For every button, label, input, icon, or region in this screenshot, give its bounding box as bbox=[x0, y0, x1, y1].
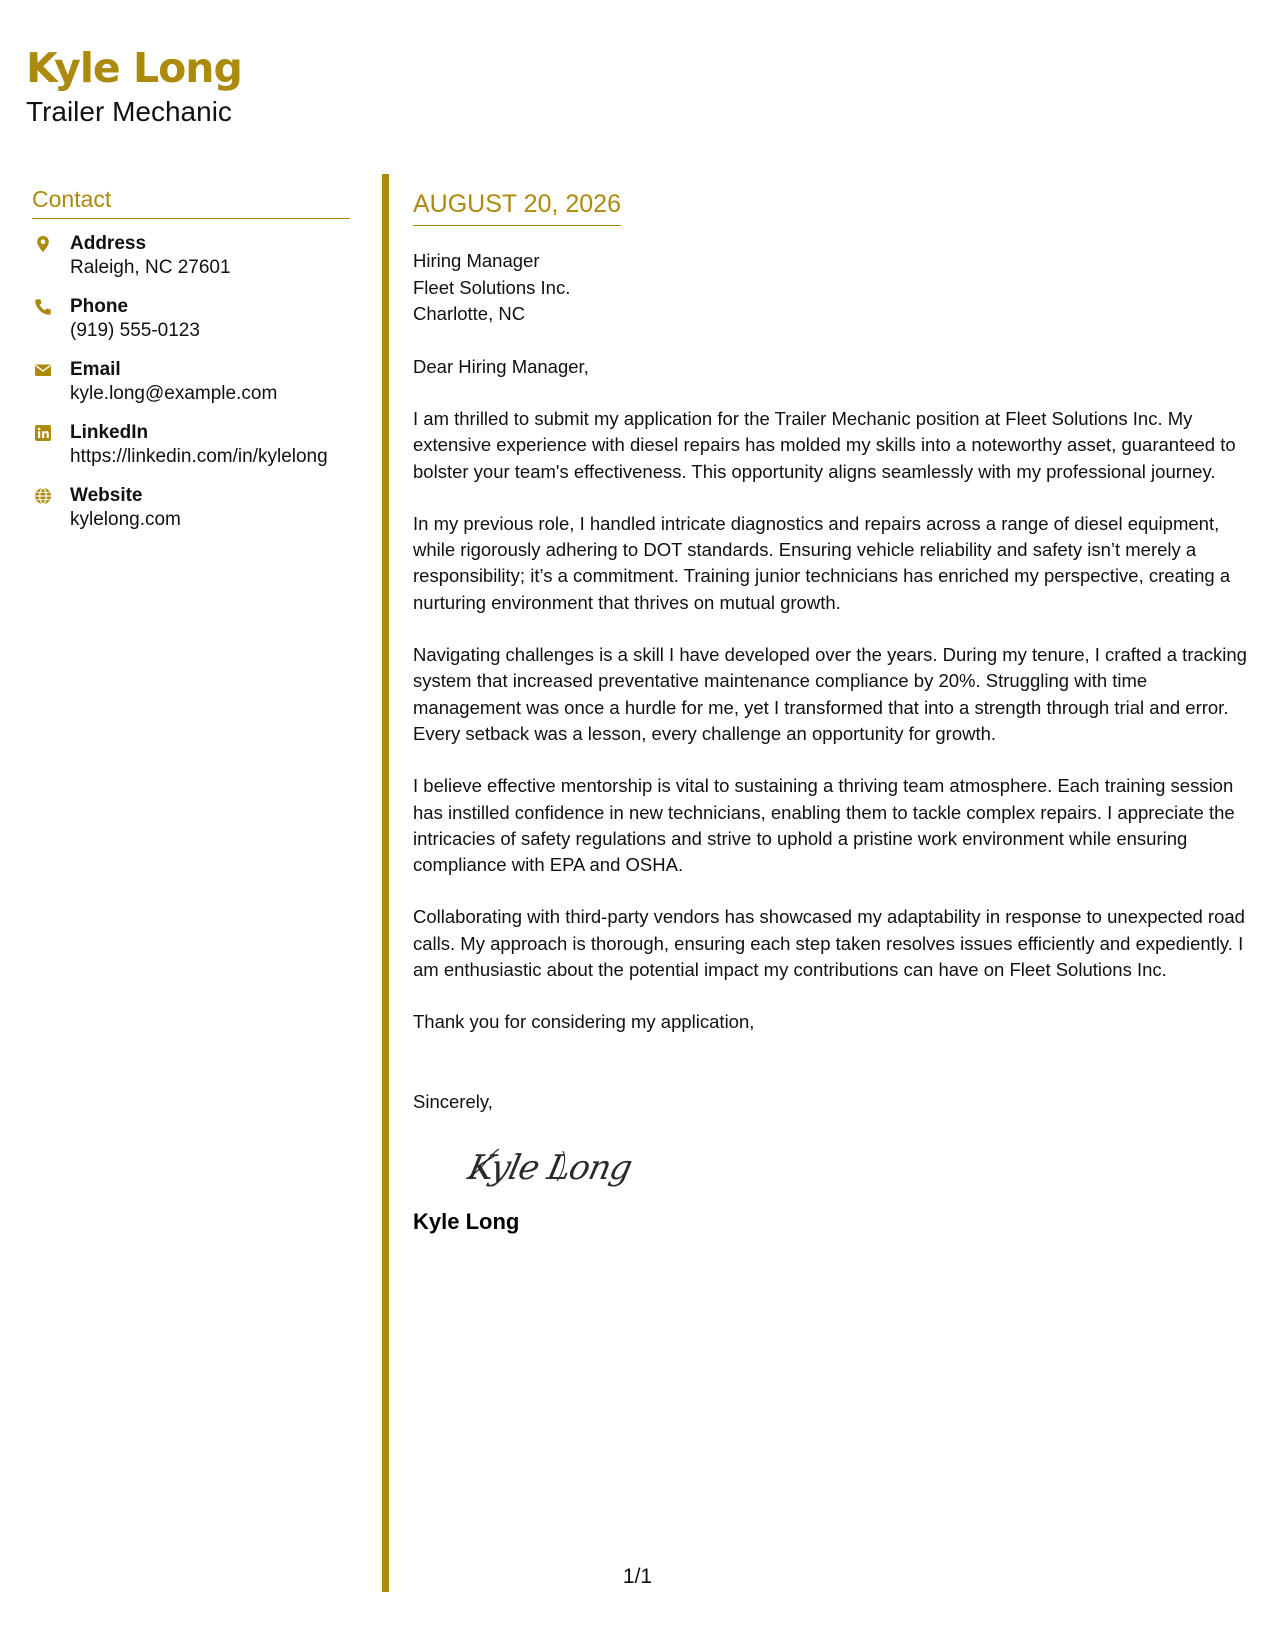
recipient-line: Hiring Manager bbox=[413, 250, 540, 271]
recipient-line: Charlotte, NC bbox=[413, 303, 526, 324]
handwritten-signature bbox=[463, 1139, 643, 1195]
contact-label: Email bbox=[70, 359, 121, 380]
globe-icon bbox=[34, 487, 52, 505]
contact-value: kylelong.com bbox=[70, 509, 181, 530]
contact-label: LinkedIn bbox=[70, 422, 149, 443]
body-paragraph: In my previous role, I handled intricate diagnostics and repairs across a range of diesel equipment, while rigorously adhering to DOT standards. Ensuring vehicle reliability and safety isn’t merely a responsibility; it’s a commitment. Training junior technicians has enriched my perspective, creating a nurturing environment that thrives on mutual growth. bbox=[413, 512, 1231, 613]
contact-value: (919) 555-0123 bbox=[70, 320, 200, 341]
contact-sidebar bbox=[32, 188, 350, 548]
contact-value: https://linkedin.com/in/kylelong bbox=[70, 446, 328, 467]
body-paragraph: I am thrilled to submit my application for the Trailer Mechanic position at Fleet Solutions Inc. My extensive experience with diesel repairs has molded my skills into a noteworthy asset, guaranteed to bolster your team's effectiveness. This opportunity aligns seamlessly with my professional journey. bbox=[413, 408, 1236, 482]
contact-item-linkedin bbox=[32, 422, 350, 485]
page-number: 1/1 bbox=[622, 1565, 653, 1588]
contact-value: Raleigh, NC 27601 bbox=[70, 257, 231, 278]
body-paragraph: Collaborating with third-party vendors has showcased my adaptability in response to unexpected road calls. My approach is thorough, ensuring each step taken resolves issues efficiently and expediently. I am enthusiastic about the potential impact my contributions can have on Fleet Solutions Inc. bbox=[413, 906, 1245, 981]
vertical-divider bbox=[382, 174, 389, 1592]
contact-heading: Contact bbox=[32, 188, 350, 219]
svg-text:Kyle Long: Kyle Long bbox=[464, 1148, 635, 1189]
letter-body bbox=[413, 192, 1253, 1233]
job-title: Trailer Mechanic bbox=[26, 96, 232, 127]
linkedin-icon bbox=[34, 424, 52, 442]
body-paragraph: I believe effective mentorship is vital to sustaining a thriving team atmosphere. Each training session has instilled confidence in new technicians, enabling them to tackle complex repairs. I appreciate the intricacies of safety regulations and strive to uphold a pristine work environment while ensuring compliance with EPA and OSHA. bbox=[413, 775, 1235, 876]
signoff: Sincerely, bbox=[413, 1090, 493, 1112]
contact-label: Address bbox=[70, 233, 147, 254]
salutation: Dear Hiring Manager, bbox=[413, 355, 589, 377]
contact-item-email bbox=[32, 359, 350, 422]
map-marker-icon bbox=[34, 235, 52, 253]
envelope-icon bbox=[34, 361, 52, 379]
recipient-block bbox=[413, 248, 1253, 328]
contact-value: kyle.long@example.com bbox=[70, 383, 278, 404]
contact-label: Phone bbox=[70, 296, 129, 317]
candidate-name: Kyle Long bbox=[26, 44, 242, 92]
signed-name: Kyle Long bbox=[413, 1209, 520, 1235]
contact-item-address bbox=[32, 233, 350, 296]
contact-label: Website bbox=[70, 485, 143, 506]
phone-icon bbox=[34, 298, 52, 316]
letter-date: AUGUST 20, 2026 bbox=[413, 192, 621, 226]
recipient-line: Fleet Solutions Inc. bbox=[413, 276, 571, 298]
contact-item-website bbox=[32, 485, 350, 548]
contact-item-phone bbox=[32, 296, 350, 359]
body-paragraph: Navigating challenges is a skill I have developed over the years. During my tenure, I crafted a tracking system that increased preventative maintenance compliance by 20%. Struggling with time management was once a hurdle for me, yet I transformed that into a strength through trial and error. Every setback was a lesson, every challenge an opportunity for growth. bbox=[413, 644, 1247, 744]
closing-thanks: Thank you for considering my application, bbox=[413, 1011, 755, 1033]
